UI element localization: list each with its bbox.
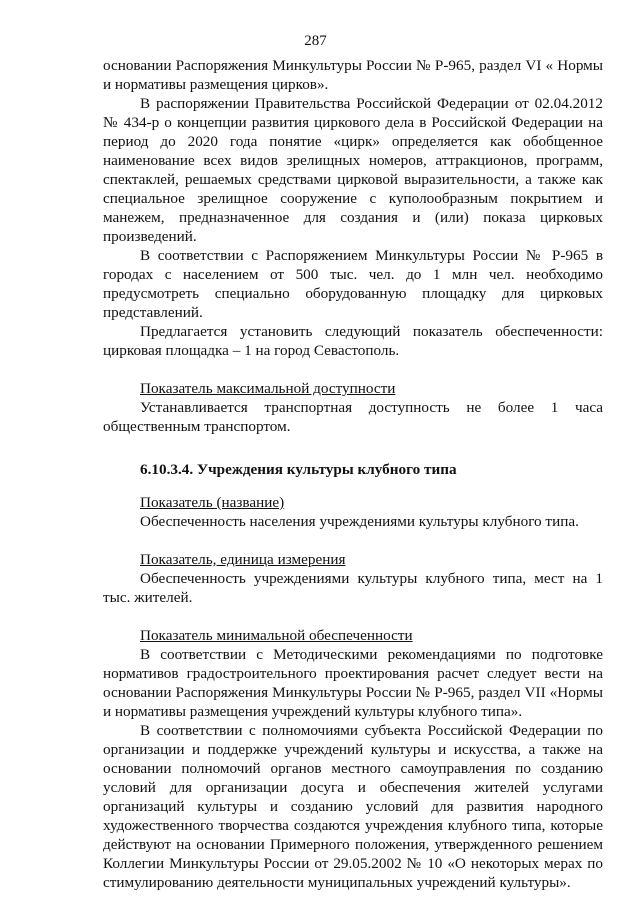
paragraph: основании Распоряжения Минкультуры России № Р-965, раздел VI « Нормы и нормативы размещения цирков».	[103, 57, 603, 93]
paragraph: Предлагается установить следующий показатель обеспеченности: цирковая площадка – 1 на город Севастополь.	[103, 323, 603, 359]
page-number: 287	[304, 33, 327, 49]
indicator-heading-unit: Показатель, единица измерения	[140, 551, 346, 568]
paragraph: В соответствии с полномочиями субъекта Российской Федерации по организации и поддержке учреждений культуры и искусства, а также на основании полномочий органов местного самоуправления по созданию условий для организации досуга и обеспечения жителей услугами организаций культуры и созданию условий для развития народного художественного творчества создаются учреждения клубного типа, которые действуют на основании Примерного положения, утвержденного решением Коллегии Минкультуры России от 29.05.2002 № 10 «О некоторых мерах по стимулированию деятельности муниципальных учреждений культуры».	[103, 722, 603, 891]
paragraph: В соответствии с Распоряжением Минкультуры России № Р-965 в городах с населением от 500 тыс. чел. до 1 млн чел. необходимо предусмотреть специально оборудованную площадку для цирковых представлений.	[103, 247, 603, 321]
paragraph: Обеспеченность населения учреждениями культуры клубного типа.	[140, 513, 579, 530]
paragraph: В соответствии с Методическими рекомендациями по подготовке нормативов градостроительного проектирования расчет следует вести на основании Распоряжения Минкультуры России № Р-965, раздел VII «Нормы и нормативы размещения учреждений культуры клубного типа».	[103, 646, 603, 720]
indicator-heading-max-access: Показатель максимальной доступности	[140, 380, 396, 397]
document-body	[103, 56, 603, 892]
section-heading: 6.10.3.4. Учреждения культуры клубного типа	[140, 461, 457, 478]
indicator-heading-name: Показатель (название)	[140, 494, 285, 511]
paragraph: Обеспеченность учреждениями культуры клубного типа, мест на 1 тыс. жителей.	[103, 570, 603, 606]
paragraph: Устанавливается транспортная доступность не более 1 часа общественным транспортом.	[103, 399, 603, 435]
paragraph: В распоряжении Правительства Российской Федерации от 02.04.2012 № 434-р о концепции развития циркового дела в Российской Федерации на период до 2020 года понятие «цирк» определяется как обобщенное наименование всех видов зрелищных номеров, аттракционов, программ, спектаклей, решаемых средствами цирковой выразительности, а также как специальное зрелищное сооружение с куполообразным покрытием и манежем, предназначенное для создания и (или) показа цирковых произведений.	[103, 95, 603, 245]
indicator-heading-min: Показатель минимальной обеспеченности	[140, 627, 413, 644]
